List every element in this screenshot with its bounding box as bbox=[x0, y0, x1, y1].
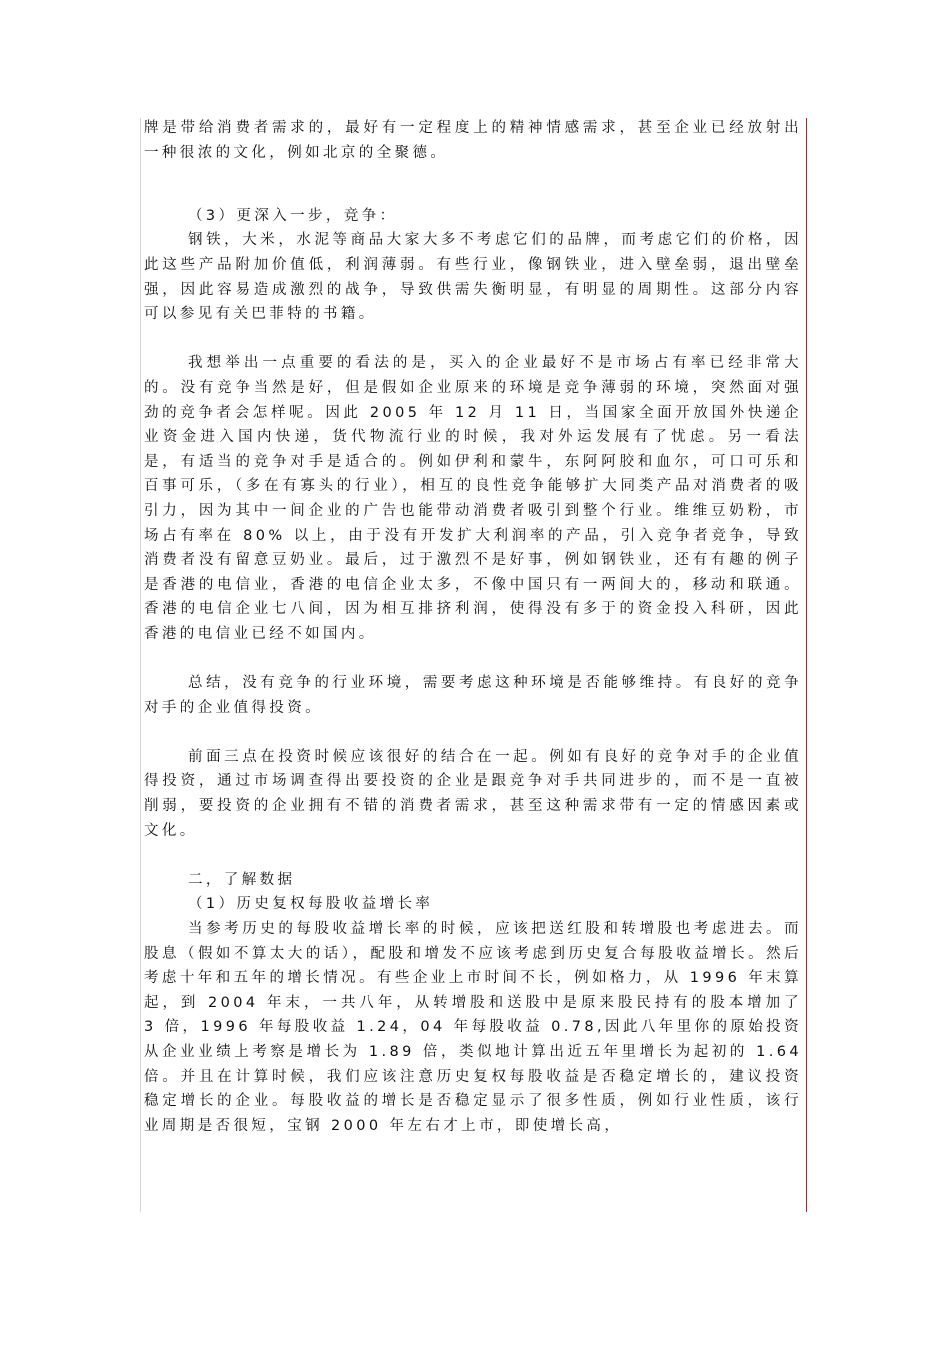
paragraph-combination: 前面三点在投资时候应该很好的结合在一起。例如有良好的竞争对手的企业值得投资，通过市场调查得出要投资的企业是跟竞争对手共同进步的，而不是一直被削弱，要投资的企业拥有不错的消费者需求，甚至这种需求带有一定的情感因素或文化。 bbox=[144, 748, 802, 839]
paragraph-commodity-competition: 钢铁，大米，水泥等商品大家大多不考虑它们的品牌，而考虑它们的价格，因此这些产品附加价值低，利润薄弱。有些行业，像钢铁业，进入壁垒弱，退出壁垒强，因此容易造成激烈的战争，导致供需失衡明显，有明显的周期性。这部分内容可以参见有关巴菲特的书籍。 bbox=[144, 232, 802, 323]
paragraph-summary: 总结，没有竞争的行业环境，需要考虑这种环境是否能够维持。有良好的竞争对手的企业值得投资。 bbox=[144, 675, 802, 716]
paragraph-gap bbox=[144, 843, 802, 868]
paragraph-brand-demand: 牌是带给消费者需求的，最好有一定程度上的精神情感需求，甚至企业已经放射出一种很浓的文化，例如北京的全聚德。 bbox=[144, 120, 802, 161]
paragraph-eps-growth: 当参考历史的每股收益增长率的时候，应该把送红股和转增股也考虑进去。而股息（假如不算太大的话），配股和增发不应该考虑到历史复合每股收益增长。然后考虑十年和五年的增长情况。有些企业上市时间不长，例如格力，从 1996 年末算起，到 2004 年末，一共八年，从转增股和送股中是原来股民持有的股本增加了 3 倍，1996 年每股收益 1.24，04 年每股收益 0.78,因此八年里你的原始投资从企业业绩上考察是增长为 1.89 倍，类似地计算出近五年里增长为起初的 1.64 倍。并且在计算时候，我们应该注意历史复权每股收益是否稳定增长的，建议投资稳定增长的企业。每股收益的增长是否稳定显示了很多性质，例如行业性质，该行业周期是否很短，宝钢 2000 年左右才上市，即使增长高， bbox=[144, 921, 802, 1134]
paragraph-gap bbox=[144, 646, 802, 671]
paragraph-market-share: 我想举出一点重要的看法的是，买入的企业最好不是市场占有率已经非常大的。没有竞争当然是好，但是假如企业原来的环境是竞争薄弱的环境，突然面对强劲的竞争者会怎样呢。因此 2005 年 12 月 11 日，当国家全面开放国外快递企业资金进入国内快递，货代物流行业的时候，我对外运发展有了忧虑。另一看法是，有适当的竞争对手是适合的。例如伊利和蒙牛，东阿阿胶和血尔，可口可乐和百事可乐，（多在有寡头的行业），相互的良性竞争能够扩大同类产品对消费者的吸引力，因为其中一间企业的广告也能带动消费者吸引到整个行业。维维豆奶粉，市场占有率在 80% 以上，由于没有开发扩大利润率的产品，引入竞争者竞争，导致消费者没有留意豆奶业。最后，过于激烈不是好事，例如钢铁业，还有有趣的例子是香港的电信业，香港的电信企业太多，不像中国只有一两间大的，移动和联通。香港的电信企业七八间，因为相互排挤利润，使得没有多于的资金投入科研，因此香港的电信业已经不如国内。 bbox=[144, 355, 802, 642]
page-right-rule bbox=[806, 118, 807, 1212]
section-heading-competition: （3）更深入一步，竞争： bbox=[188, 207, 398, 224]
page-left-rule bbox=[140, 118, 141, 1212]
paragraph-gap bbox=[144, 165, 802, 190]
subsection-heading-eps-growth: （1）历史复权每股收益增长率 bbox=[188, 896, 434, 913]
paragraph-gap bbox=[144, 190, 802, 204]
section-heading-data: 二，了解数据 bbox=[188, 871, 296, 888]
paragraph-gap bbox=[144, 720, 802, 745]
paragraph-gap bbox=[144, 327, 802, 352]
document-body bbox=[144, 116, 802, 1138]
